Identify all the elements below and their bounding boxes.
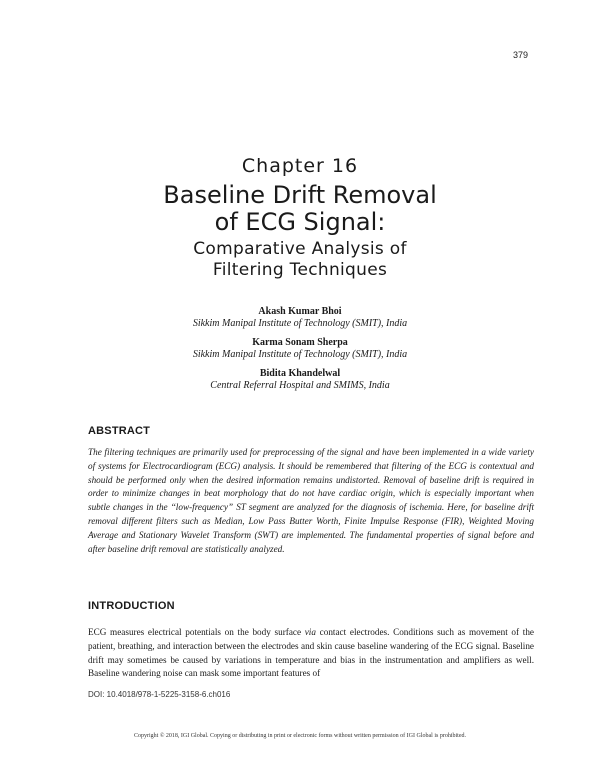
- introduction-text-part-2: contact electrodes. Conditions such as movement of the patient, breathing, and interaction between the electrodes and skin cause baseline wandering of the ECG signal. Baseline drift may sometimes be caused by variations in temperature and bias in the instrumentation and amplifiers as well. Baseline wandering noise can mask some important features of: [88, 627, 534, 679]
- author-name: Bidita Khandelwal: [259, 368, 341, 379]
- chapter-title: [0, 182, 600, 236]
- doi: DOI: 10.4018/978-1-5225-3158-6.ch016: [88, 690, 231, 699]
- introduction-text-part-1: ECG measures electrical potentials on the body surface: [88, 627, 305, 637]
- author-list: [0, 306, 600, 399]
- chapter-title-line-1: Baseline Drift Removal: [163, 181, 437, 209]
- abstract-text: The filtering techniques are primarily used for preprocessing of the signal and have been implemented in a wide variety of systems for Electrocardiogram (ECG) analysis. It should be remembered that filtering of the ECG is contextual and should be performed only when the desired information remains undistorted. Removal of baseline drift is required in order to minimize changes in beat morphology that do not have cardiac origin, which is especially important when subtle changes in the ‘‘low-frequency” ST segment are analyzed for the diagnosis of ischemia. Here, for baseline drift removal different filters such as Median, Low Pass Butter Worth, Finite Impulse Response (FIR), Weighted Moving Average and Stationary Wavelet Transform (SWT) are implemented. The fundamental properties of signal before and after baseline drift removal are statistically analyzed.: [88, 447, 534, 554]
- page-number: 379: [512, 50, 528, 60]
- author-name: Akash Kumar Bhoi: [258, 306, 342, 317]
- author-entry: [0, 337, 600, 361]
- author-name: Karma Sonam Sherpa: [252, 337, 348, 348]
- author-affiliation: Sikkim Manipal Institute of Technology (SMIT), India: [192, 349, 408, 360]
- chapter-title-line-2: of ECG Signal:: [214, 208, 386, 236]
- chapter-subtitle: [0, 239, 600, 281]
- author-affiliation: Central Referral Hospital and SMIMS, India: [210, 380, 390, 391]
- author-entry: [0, 368, 600, 392]
- introduction-heading: INTRODUCTION: [88, 600, 175, 612]
- author-affiliation: Sikkim Manipal Institute of Technology (SMIT), India: [192, 318, 408, 329]
- chapter-header: [0, 153, 600, 281]
- author-entry: [0, 306, 600, 330]
- abstract-heading: ABSTRACT: [88, 425, 151, 437]
- chapter-subtitle-line-1: Comparative Analysis of: [193, 239, 407, 259]
- chapter-label: Chapter 16: [241, 155, 359, 177]
- copyright-notice: Copyright © 2018, IGI Global. Copying or distributing in print or electronic forms without written permission of IGI Global is prohibited.: [133, 733, 466, 739]
- chapter-subtitle-line-2: Filtering Techniques: [212, 260, 388, 280]
- introduction-text-italic: via: [304, 627, 316, 637]
- introduction-text: [88, 626, 534, 681]
